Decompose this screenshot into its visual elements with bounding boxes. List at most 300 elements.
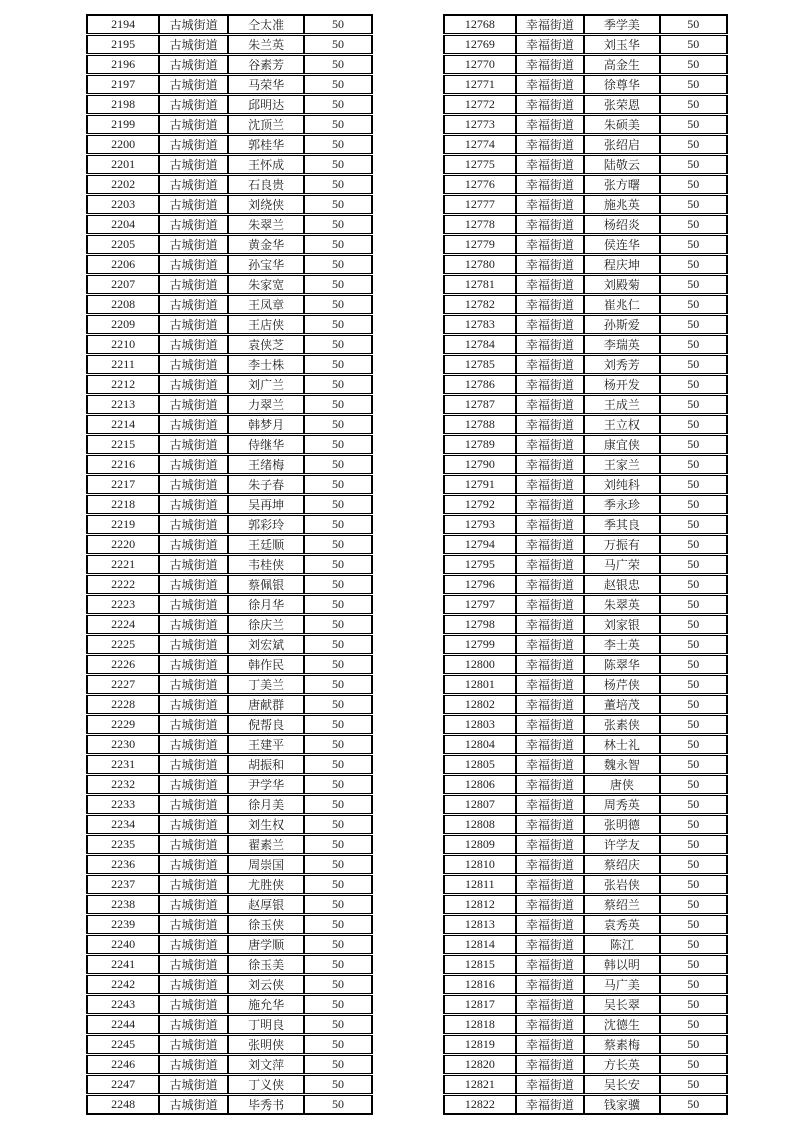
cell-name: 韩以明 — [584, 955, 660, 974]
cell-id: 12817 — [443, 995, 516, 1014]
cell-street: 古城街道 — [159, 1015, 228, 1034]
cell-name: 李瑞英 — [584, 335, 660, 354]
cell-id: 12819 — [443, 1035, 516, 1054]
cell-street: 古城街道 — [159, 795, 228, 814]
cell-name: 朱兰英 — [228, 35, 304, 54]
cell-street: 幸福街道 — [516, 775, 584, 794]
table-row — [86, 355, 373, 374]
cell-name: 陈江 — [584, 935, 660, 954]
cell-street: 古城街道 — [159, 755, 228, 774]
cell-street: 古城街道 — [159, 35, 228, 54]
table-row — [86, 715, 373, 734]
cell-street: 幸福街道 — [516, 1035, 584, 1054]
cell-name: 吴长安 — [584, 1075, 660, 1094]
cell-id: 12808 — [443, 815, 516, 834]
cell-street: 古城街道 — [159, 95, 228, 114]
cell-amount: 50 — [304, 755, 373, 774]
table-row — [443, 475, 728, 494]
table-row — [86, 655, 373, 674]
cell-name: 陈翠华 — [584, 655, 660, 674]
cell-name: 陆敬云 — [584, 155, 660, 174]
cell-amount: 50 — [304, 155, 373, 174]
cell-name: 马广荣 — [584, 555, 660, 574]
cell-id: 2231 — [86, 755, 159, 774]
cell-id: 2234 — [86, 815, 159, 834]
cell-id: 12786 — [443, 375, 516, 394]
table-row — [86, 435, 373, 454]
cell-id: 2205 — [86, 235, 159, 254]
cell-id: 12807 — [443, 795, 516, 814]
cell-amount: 50 — [304, 955, 373, 974]
cell-id: 2243 — [86, 995, 159, 1014]
table-row — [86, 995, 373, 1014]
cell-id: 12796 — [443, 575, 516, 594]
cell-name: 翟素兰 — [228, 835, 304, 854]
table-row — [86, 1015, 373, 1034]
cell-amount: 50 — [304, 975, 373, 994]
cell-name: 沈顶兰 — [228, 115, 304, 134]
cell-name: 朱硕美 — [584, 115, 660, 134]
table-row — [443, 715, 728, 734]
cell-id: 2197 — [86, 75, 159, 94]
cell-name: 朱子春 — [228, 475, 304, 494]
cell-amount: 50 — [660, 175, 728, 194]
cell-name: 丁义侠 — [228, 1075, 304, 1094]
table-row — [443, 595, 728, 614]
cell-id: 2242 — [86, 975, 159, 994]
cell-street: 古城街道 — [159, 615, 228, 634]
table-row — [443, 875, 728, 894]
table-row — [443, 255, 728, 274]
cell-id: 12783 — [443, 315, 516, 334]
cell-name: 张绍启 — [584, 135, 660, 154]
cell-amount: 50 — [304, 835, 373, 854]
cell-amount: 50 — [304, 115, 373, 134]
cell-id: 2237 — [86, 875, 159, 894]
cell-street: 幸福街道 — [516, 115, 584, 134]
cell-id: 12768 — [443, 14, 516, 34]
cell-street: 幸福街道 — [516, 235, 584, 254]
cell-street: 幸福街道 — [516, 355, 584, 374]
table-row — [443, 695, 728, 714]
cell-id: 2235 — [86, 835, 159, 854]
cell-name: 侍继华 — [228, 435, 304, 454]
table-row — [443, 455, 728, 474]
cell-id: 2203 — [86, 195, 159, 214]
cell-street: 幸福街道 — [516, 95, 584, 114]
cell-amount: 50 — [304, 1075, 373, 1094]
cell-name: 王建平 — [228, 735, 304, 754]
cell-street: 幸福街道 — [516, 1055, 584, 1074]
cell-id: 2217 — [86, 475, 159, 494]
cell-id: 2238 — [86, 895, 159, 914]
cell-street: 古城街道 — [159, 1095, 228, 1115]
cell-name: 蔡绍兰 — [584, 895, 660, 914]
cell-amount: 50 — [660, 695, 728, 714]
cell-name: 刘秀芳 — [584, 355, 660, 374]
cell-id: 2228 — [86, 695, 159, 714]
cell-id: 12801 — [443, 675, 516, 694]
table-row — [443, 495, 728, 514]
cell-name: 徐月美 — [228, 795, 304, 814]
cell-id: 2198 — [86, 95, 159, 114]
table-row — [443, 275, 728, 294]
cell-name: 季学美 — [584, 14, 660, 34]
table-row — [443, 395, 728, 414]
cell-street: 古城街道 — [159, 995, 228, 1014]
cell-name: 赵厚银 — [228, 895, 304, 914]
cell-name: 方长英 — [584, 1055, 660, 1074]
cell-amount: 50 — [660, 455, 728, 474]
table-row — [86, 1055, 373, 1074]
cell-id: 2222 — [86, 575, 159, 594]
cell-name: 李士英 — [584, 635, 660, 654]
cell-street: 古城街道 — [159, 695, 228, 714]
cell-amount: 50 — [660, 995, 728, 1014]
table-row — [86, 975, 373, 994]
cell-amount: 50 — [660, 115, 728, 134]
cell-street: 古城街道 — [159, 775, 228, 794]
cell-street: 古城街道 — [159, 875, 228, 894]
cell-street: 幸福街道 — [516, 375, 584, 394]
cell-street: 幸福街道 — [516, 55, 584, 74]
cell-street: 幸福街道 — [516, 295, 584, 314]
table-row — [443, 555, 728, 574]
cell-name: 崔兆仁 — [584, 295, 660, 314]
cell-name: 林士礼 — [584, 735, 660, 754]
table-row — [86, 795, 373, 814]
cell-name: 黄金华 — [228, 235, 304, 254]
cell-name: 刘殿菊 — [584, 275, 660, 294]
cell-id: 12821 — [443, 1075, 516, 1094]
cell-id: 12790 — [443, 455, 516, 474]
cell-name: 石良贵 — [228, 175, 304, 194]
cell-id: 12789 — [443, 435, 516, 454]
cell-id: 12791 — [443, 475, 516, 494]
cell-street: 古城街道 — [159, 315, 228, 334]
cell-name: 韩梦月 — [228, 415, 304, 434]
table-row — [443, 1095, 728, 1115]
cell-id: 12794 — [443, 535, 516, 554]
cell-name: 李士株 — [228, 355, 304, 374]
cell-amount: 50 — [304, 1015, 373, 1034]
cell-name: 杨绍炎 — [584, 215, 660, 234]
cell-name: 万振有 — [584, 535, 660, 554]
cell-id: 12809 — [443, 835, 516, 854]
cell-id: 2241 — [86, 955, 159, 974]
cell-street: 古城街道 — [159, 14, 228, 34]
cell-name: 吴长翠 — [584, 995, 660, 1014]
cell-amount: 50 — [660, 815, 728, 834]
cell-amount: 50 — [660, 895, 728, 914]
cell-street: 古城街道 — [159, 975, 228, 994]
cell-street: 古城街道 — [159, 655, 228, 674]
cell-name: 侯连华 — [584, 235, 660, 254]
table-row — [443, 915, 728, 934]
cell-id: 12814 — [443, 935, 516, 954]
table-row — [86, 335, 373, 354]
table-row — [86, 1095, 373, 1115]
cell-amount: 50 — [660, 635, 728, 654]
cell-street: 古城街道 — [159, 895, 228, 914]
cell-street: 幸福街道 — [516, 935, 584, 954]
table-row — [86, 455, 373, 474]
cell-amount: 50 — [660, 1095, 728, 1115]
table-row — [443, 295, 728, 314]
table-row — [443, 315, 728, 334]
cell-name: 刘文萍 — [228, 1055, 304, 1074]
cell-street: 古城街道 — [159, 415, 228, 434]
table-row — [443, 355, 728, 374]
cell-id: 2245 — [86, 1035, 159, 1054]
cell-amount: 50 — [660, 295, 728, 314]
table-row — [443, 535, 728, 554]
cell-amount: 50 — [304, 55, 373, 74]
cell-street: 幸福街道 — [516, 835, 584, 854]
table-row — [86, 415, 373, 434]
cell-id: 12780 — [443, 255, 516, 274]
cell-id: 2201 — [86, 155, 159, 174]
cell-name: 季永珍 — [584, 495, 660, 514]
cell-id: 2210 — [86, 335, 159, 354]
table-row — [86, 535, 373, 554]
cell-id: 12815 — [443, 955, 516, 974]
cell-amount: 50 — [304, 675, 373, 694]
cell-id: 2211 — [86, 355, 159, 374]
cell-street: 古城街道 — [159, 255, 228, 274]
table-row — [443, 195, 728, 214]
cell-street: 古城街道 — [159, 955, 228, 974]
cell-name: 王怀成 — [228, 155, 304, 174]
cell-street: 古城街道 — [159, 915, 228, 934]
cell-id: 2236 — [86, 855, 159, 874]
cell-amount: 50 — [660, 555, 728, 574]
table-row — [86, 935, 373, 954]
table-row — [443, 615, 728, 634]
cell-street: 古城街道 — [159, 235, 228, 254]
cell-street: 幸福街道 — [516, 175, 584, 194]
cell-street: 古城街道 — [159, 1055, 228, 1074]
right-roster-body — [443, 14, 728, 1115]
cell-id: 2202 — [86, 175, 159, 194]
table-row — [86, 195, 373, 214]
cell-id: 12775 — [443, 155, 516, 174]
cell-id: 2247 — [86, 1075, 159, 1094]
cell-name: 周崇国 — [228, 855, 304, 874]
table-row — [443, 935, 728, 954]
cell-name: 马荣华 — [228, 75, 304, 94]
cell-street: 幸福街道 — [516, 655, 584, 674]
cell-street: 幸福街道 — [516, 135, 584, 154]
table-row — [86, 395, 373, 414]
cell-amount: 50 — [660, 735, 728, 754]
table-row — [443, 14, 728, 34]
table-row — [86, 155, 373, 174]
cell-street: 古城街道 — [159, 355, 228, 374]
cell-id: 12773 — [443, 115, 516, 134]
cell-name: 孙宝华 — [228, 255, 304, 274]
table-row — [86, 735, 373, 754]
table-row — [443, 75, 728, 94]
cell-street: 古城街道 — [159, 675, 228, 694]
cell-amount: 50 — [304, 415, 373, 434]
cell-amount: 50 — [304, 395, 373, 414]
cell-name: 杨开发 — [584, 375, 660, 394]
cell-amount: 50 — [660, 55, 728, 74]
cell-id: 2225 — [86, 635, 159, 654]
cell-name: 刘绕侠 — [228, 195, 304, 214]
cell-amount: 50 — [660, 135, 728, 154]
cell-id: 2216 — [86, 455, 159, 474]
cell-amount: 50 — [660, 215, 728, 234]
cell-amount: 50 — [660, 915, 728, 934]
cell-amount: 50 — [304, 235, 373, 254]
table-row — [86, 695, 373, 714]
cell-street: 古城街道 — [159, 815, 228, 834]
cell-id: 12777 — [443, 195, 516, 214]
cell-amount: 50 — [660, 435, 728, 454]
cell-street: 幸福街道 — [516, 475, 584, 494]
cell-amount: 50 — [304, 435, 373, 454]
cell-name: 仝太准 — [228, 14, 304, 34]
cell-name: 张明德 — [584, 815, 660, 834]
cell-name: 王家兰 — [584, 455, 660, 474]
cell-name: 胡振和 — [228, 755, 304, 774]
cell-id: 2223 — [86, 595, 159, 614]
cell-name: 王店侠 — [228, 315, 304, 334]
cell-amount: 50 — [304, 635, 373, 654]
cell-id: 2208 — [86, 295, 159, 314]
cell-id: 12806 — [443, 775, 516, 794]
table-row — [443, 375, 728, 394]
cell-amount: 50 — [660, 275, 728, 294]
cell-street: 幸福街道 — [516, 75, 584, 94]
cell-amount: 50 — [660, 515, 728, 534]
table-row — [86, 215, 373, 234]
cell-id: 2219 — [86, 515, 159, 534]
cell-amount: 50 — [304, 375, 373, 394]
cell-amount: 50 — [304, 555, 373, 574]
cell-amount: 50 — [660, 415, 728, 434]
cell-id: 12769 — [443, 35, 516, 54]
cell-amount: 50 — [660, 655, 728, 674]
table-row — [86, 95, 373, 114]
cell-name: 吴再坤 — [228, 495, 304, 514]
cell-street: 幸福街道 — [516, 155, 584, 174]
cell-name: 韩作民 — [228, 655, 304, 674]
cell-name: 刘广兰 — [228, 375, 304, 394]
cell-name: 毕秀书 — [228, 1095, 304, 1115]
cell-id: 12812 — [443, 895, 516, 914]
table-row — [86, 895, 373, 914]
cell-name: 钱家骥 — [584, 1095, 660, 1115]
cell-amount: 50 — [660, 835, 728, 854]
cell-amount: 50 — [660, 1055, 728, 1074]
cell-id: 2227 — [86, 675, 159, 694]
cell-id: 2199 — [86, 115, 159, 134]
cell-street: 古城街道 — [159, 295, 228, 314]
cell-amount: 50 — [660, 855, 728, 874]
cell-name: 朱翠兰 — [228, 215, 304, 234]
cell-name: 蔡绍庆 — [584, 855, 660, 874]
table-row — [86, 1075, 373, 1094]
cell-id: 2195 — [86, 35, 159, 54]
cell-id: 2240 — [86, 935, 159, 954]
cell-amount: 50 — [304, 295, 373, 314]
cell-street: 幸福街道 — [516, 255, 584, 274]
cell-street: 幸福街道 — [516, 535, 584, 554]
cell-name: 邱明达 — [228, 95, 304, 114]
table-row — [443, 235, 728, 254]
cell-amount: 50 — [660, 755, 728, 774]
cell-street: 幸福街道 — [516, 815, 584, 834]
table-row — [86, 375, 373, 394]
cell-street: 幸福街道 — [516, 515, 584, 534]
cell-amount: 50 — [304, 615, 373, 634]
cell-id: 12778 — [443, 215, 516, 234]
cell-street: 古城街道 — [159, 1075, 228, 1094]
cell-street: 幸福街道 — [516, 675, 584, 694]
table-row — [86, 1035, 373, 1054]
cell-id: 12799 — [443, 635, 516, 654]
cell-street: 幸福街道 — [516, 335, 584, 354]
cell-street: 幸福街道 — [516, 875, 584, 894]
cell-amount: 50 — [304, 575, 373, 594]
table-row — [86, 615, 373, 634]
cell-id: 2233 — [86, 795, 159, 814]
cell-name: 徐月华 — [228, 595, 304, 614]
cell-amount: 50 — [660, 1075, 728, 1094]
table-row — [443, 575, 728, 594]
cell-amount: 50 — [660, 875, 728, 894]
table-row — [86, 575, 373, 594]
cell-street: 幸福街道 — [516, 1095, 584, 1115]
cell-name: 唐侠 — [584, 775, 660, 794]
cell-street: 古城街道 — [159, 115, 228, 134]
table-row — [86, 475, 373, 494]
left-roster-body — [86, 14, 373, 1115]
cell-name: 张荣恩 — [584, 95, 660, 114]
cell-id: 2200 — [86, 135, 159, 154]
table-row — [443, 995, 728, 1014]
cell-amount: 50 — [660, 495, 728, 514]
cell-amount: 50 — [660, 715, 728, 734]
cell-id: 12776 — [443, 175, 516, 194]
cell-id: 12797 — [443, 595, 516, 614]
table-row — [86, 815, 373, 834]
cell-id: 12798 — [443, 615, 516, 634]
table-row — [443, 735, 728, 754]
cell-amount: 50 — [660, 355, 728, 374]
table-row — [86, 235, 373, 254]
cell-amount: 50 — [660, 955, 728, 974]
cell-amount: 50 — [304, 815, 373, 834]
cell-name: 蔡素梅 — [584, 1035, 660, 1054]
cell-amount: 50 — [304, 655, 373, 674]
cell-street: 幸福街道 — [516, 435, 584, 454]
cell-id: 12787 — [443, 395, 516, 414]
cell-street: 幸福街道 — [516, 215, 584, 234]
cell-amount: 50 — [660, 14, 728, 34]
cell-street: 古城街道 — [159, 715, 228, 734]
right-roster-table — [443, 13, 728, 1116]
cell-amount: 50 — [304, 255, 373, 274]
cell-name: 王绪梅 — [228, 455, 304, 474]
table-row — [86, 14, 373, 34]
cell-street: 古城街道 — [159, 935, 228, 954]
cell-street: 幸福街道 — [516, 795, 584, 814]
cell-amount: 50 — [660, 235, 728, 254]
